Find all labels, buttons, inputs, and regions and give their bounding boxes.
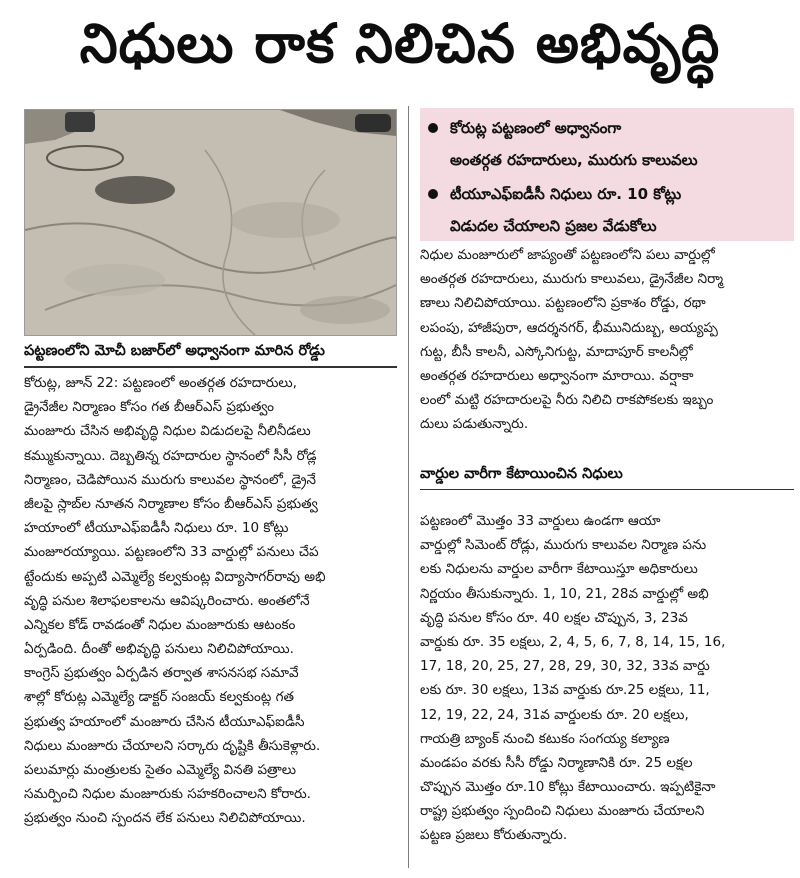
road-photo-illustration [25,110,396,335]
text-line: వృద్ధి పనుల కోసం రూ. 40 లక్షల చొప్పున, 3, 23వ [420,609,688,626]
text-line: హయాంలో టీయూఎఫ్ఐడీసీ నిధులు రూ. 10 కోట్లు [24,520,289,537]
text-line: వార్డుకు రూ. 35 లక్షలు, 2, 4, 5, 6, 7, 8, 14, 15, 16, [420,633,726,650]
text-line: 12, 19, 22, 24, 31వ వార్డులకు రూ. 20 లక్షలు, [420,706,689,723]
text-line: పట్టణంలో మొత్తం 33 వార్డులు ఉండగా ఆయా [420,513,661,529]
text-line: పలుమార్లు మంత్రులకు సైతం ఎమ్మెల్యే వినతి పత్రాలు [24,762,297,778]
text-line: వృద్ధి పనుల శిలాఫలకాలను ఆవిష్కరించారు. అంతలోనే [24,592,310,609]
section-subheading: వార్డుల వారీగా కేటాయించిన నిధులు [420,459,794,490]
text-line: డ్రైనేజీల నిర్మాణం కోసం గత బీఆర్ఎస్ ప్రభుత్వం [24,399,274,416]
highlight-line: కోరుట్ల పట్టణంలో అధ్వానంగా [450,119,622,137]
text-line: నిర్ణయం తీసుకున్నారు. 1, 10, 21, 28వ వార్డుల్లో అభి [420,585,709,602]
text-line: ప్రభుత్వం నుంచి స్పందన లేక పనులు నిలిచిపోయాయి. [24,810,306,827]
text-line: ప్రభుత్వ హయాంలో మంజూరు చేసిన టీయూఎఫ్ఐడీసీ [24,713,305,730]
bullet-icon [428,123,438,133]
text-line: దులు పడుతున్నారు. [420,416,529,433]
text-line: జీలపై స్లాబ్‌ల నూతన నిర్మాణాల కోసం బీఆర్ఎస్ ప్రభుత్వ [24,495,318,512]
text-line: కాంగ్రెస్ ప్రభుత్వం ఏర్పడిన తర్వాత శాసనసభ సమావే [24,665,299,682]
text-line: లపంపు, హాజీపురా, ఆదర్శనగర్, భీమునిదుబ్బ, అయ్యప్ప [420,319,718,336]
text-line: నిధులు మంజూరు చేయాలని సర్కారు దృష్టికి తీసుకెళ్లారు. [24,737,321,754]
text-line: ట్టేందుకు అప్పటి ఎమ్మెల్యే కల్వకుంట్ల విద్యాసాగర్‌రావు అభి [24,568,326,585]
text-line: సమర్పించి నిధుల మంజూరుకు సహకరించాలని కోరారు. [24,786,311,803]
text-line: కోరుట్ల, జూన్ 22: పట్టణంలో అంతర్గత రహదారులు, [24,375,297,391]
text-line: మంజూరయ్యాయి. పట్టణంలోని 33 వార్డుల్లో పనులు చేప [24,544,319,561]
road-photo [24,109,397,336]
highlight-line: టీయూఎఫ్‌ఐడీసీ నిధులు రూ. 10 కోట్లు [450,185,682,203]
text-line: లంలో మట్టి రహదారులపై నీరు నిలిచి రాకపోకలకు ఇబ్బం [420,392,714,409]
headline: నిధులు రాక నిలిచిన అభివృద్ధి [79,11,721,75]
text-line: అంతర్గత రహదారులు, మురుగు కాలువలు, డ్రైనేజీల నిర్మా [420,271,724,288]
highlight-line: విడుదల చేయాలని ప్రజల వేడుకోలు [450,217,657,235]
text-line: శాల్లో కోరుట్ల ఎమ్మెల్యే డాక్టర్ సంజయ్ కల్వకుంట్ల గత [24,689,294,706]
text-line: 17, 18, 20, 25, 27, 28, 29, 30, 32, 33వ వార్డు [420,658,710,675]
article-body-right-bottom [420,509,794,848]
highlights-box [420,108,794,241]
text-line: వార్డుల్లో సిమెంట్ రోడ్లు, మురుగు కాలువల నిర్మాణ పను [420,537,707,554]
highlight-line: అంతర్గత రహదారులు, మురుగు కాలువలు [450,151,698,169]
text-line: అంతర్గత రహదారులు అధ్వానంగా మారాయి. వర్షాకా [420,367,694,384]
article-body-right-top [420,243,794,437]
text-line: గుట్ట, బీసీ కాలనీ, ఎస్కోనిగుట్ట, మాదాపూర్ కాలనీల్లో [420,343,693,360]
bullet-icon [428,189,438,199]
article-body-left [24,371,398,831]
text-line: ఏర్పడింది. దీంతో అభివృద్ధి పనులు నిలిచిపోయాయి. [24,641,294,658]
text-line: లకు రూ. 30 లక్షలు, 13వ వార్డుకు రూ.25 లక్షలు, 11, [420,682,710,699]
text-line: పట్టణ ప్రజలు కోరుతున్నారు. [420,827,568,844]
text-line: మంజూరు చేసిన అభివృద్ధి నిధుల విడుదలపై నీలినీడలు [24,423,311,440]
text-line: కమ్ముకున్నాయి. దెబ్బతిన్న రహదారుల స్థానంలో సీసీ రోడ్ల [24,447,317,464]
column-divider [408,106,409,868]
text-line: ఎన్నికల కోడ్ రావడంతో నిధుల మంజూరుకు ఆటంకం [24,616,296,633]
photo-caption: పట్టణంలోని మోచీ బజార్‌లో అధ్వానంగా మారిన రోడ్డు [24,336,397,368]
text-line: గాయత్రి బ్యాంక్ నుంచి కటుకం సంగయ్య కల్యాణ [420,730,670,747]
text-line: మండపం వరకు సీసీ రోడ్డు నిర్మాణానికి రూ. 25 లక్షల [420,754,693,771]
text-line: రాష్ట్ర ప్రభుత్వం స్పందించి నిధులు మంజూరు చేయాలని [420,803,705,820]
text-line: లకు నిధులను వార్డుల వారీగా కేటాయిస్తూ అధికారులు [420,561,698,578]
text-line: నిధుల మంజూరులో జాప్యంతో పట్టణంలోని పలు వార్డుల్లో [420,247,715,263]
text-line: చొప్పున మొత్తం రూ.10 కోట్లు కేటాయించారు. ఇప్పటికైనా [420,779,716,796]
text-line: నిర్మాణం, చెడిపోయిన మురుగు కాలువల స్థానంలో, డ్రైనే [24,471,317,488]
text-line: ణాలు నిలిచిపోయాయి. పట్టణంలోని ప్రకాశం రోడ్డు, రథా [420,295,706,312]
